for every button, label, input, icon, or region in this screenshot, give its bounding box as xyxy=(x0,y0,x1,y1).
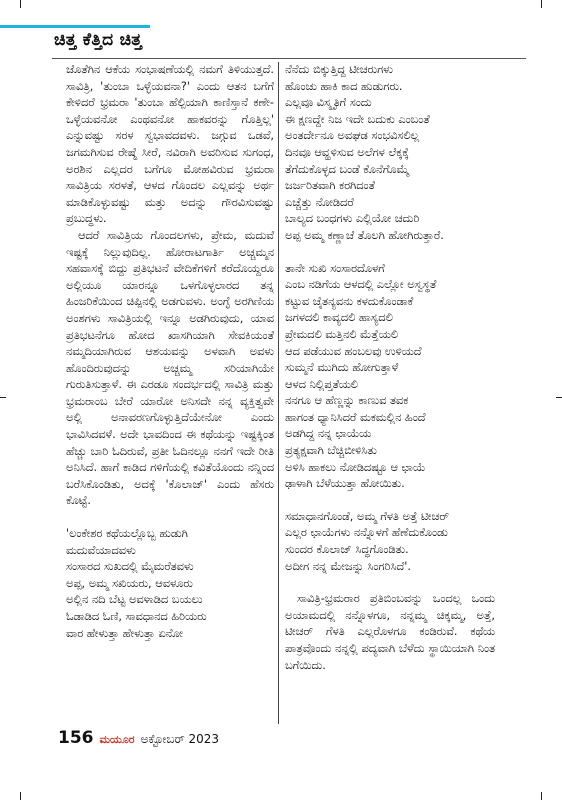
body-paragraph-2: ಆದರೆ ಸಾವಿತ್ರಿಯ ಗೊಂದಲಗಳು, ಪ್ರೇಮ, ಮದುವೆ ಇಷ್ಟಕ್ಕೆ ನಿಲ್ಲುವುದಿಲ್ಲ. ಹೋರಾಟಗಾರ್ತಿ ಅಚ್ಚಮ್ಮನ ಸಹವಾಸಕ್ಕೆ ಬಿದ್ದು ಪ್ರತಿಭಟನೆ ವೇದಿಕೆಗಳಿಗೆ ಕರೆದೊಯ್ದರೂ ಅಲ್ಲಿಯೂ ಯಾರನ್ನೂ ಒಳಗೊಳ್ಳಲಾರದ ತನ್ನ ಹಿಂಜರಿಕೆಯಿಂದ ಚಿಪ್ಪಿನಲ್ಲಿ ಅಡಗುವಳು. ಅಂಗ್ಳೆ ಅರಗಿಣಿಯ ಅಂಶಗಳು ಸಾವಿತ್ರಿಯಲ್ಲಿ ಇನ್ನೂ ಅಡಗಿರುವುದು, ಯಾವ ಪ್ರತಿಭಟನೆಗೂ ಹೋದ ಖಾಸಗಿಯಾಗಿ ಸೇವಕಿಯಂತೆ ನಮ್ಮದಿಯಾಗಿರುವ ಆಶಯವನ್ನು ಅಳವಾಗಿ ಅವಳು ಹೊಂದಿರುವುದನ್ನು ಅಚ್ಚಮ್ಮ ಸರಿಯಾಗಿಯೇ ಗುರುತಿಸುತ್ತಾಳೆ. ಈ ಎರಡೂ ಸಂದರ್ಭದಲ್ಲಿ ಸಾವಿತ್ರಿ ಮತ್ತು ಭ್ರಮರಾಂಬ ಬೇರೆ ಯಾರೋ ಅನಿಸದೇ ನನ್ನ ವ್ಯಕ್ತಿತ್ವವೇ ಅಲ್ಲಿ ಅನಾವರಣಗೊಳ್ಳುತ್ತಿದೆಯೇನೋ ಎಂದು ಭಾವಿಸಿದವಳೆ. ಅದೇ ಭಾವದಿಂದ ಈ ಕಥೆಯನ್ನು ಇಷ್ಟಕ್ಕಿಂತ ಹೆಚ್ಚು ಬಾರಿ ಓದಿರುವೆ, ಪ್ರತೀ ಓದಿನಲ್ಲೂ ನನಗೆ ಇದೇ ರೀತಿ ಅನಿಸಿದೆ. ಹಾಗೆ ಕಾಡಿದ ಗಳಿಗೆಯಲ್ಲಿ ಕವಿತೆಯೊಂದು ನನ್ನಿಂದ ಬರೆಸಿಕೊಂಡಿತು, ಅದಕ್ಕೆ 'ಕೊಲಾಜ್' ಎಂದು ಹೆಸರು ಕೊಟ್ಟೆ. xyxy=(66,228,274,508)
poem-line: ಎಲ್ಲರ ಛಾಯೆಗಳು ನನ್ನೊಳಗೆ ಹೆಣೆದುಕೊಂಡು xyxy=(285,526,448,540)
poem-line: 'ಲಂಕೇಶರ ಕಥೆಯಲ್ಲೊಬ್ಬ ಹುಡುಗಿ xyxy=(66,527,188,541)
poem-line: ತೆಗೆದುಕೊಳ್ಳದ ಬಂಡೆ ಕೊನೆಗೊಮ್ಮೆ xyxy=(285,162,410,176)
poem-line: ವಾರ ಹೇಳುತ್ತಾ ಹೇಳುತ್ತಾ ಏನೋ xyxy=(66,626,183,640)
poem-line: ಎಂಬ ನಡಿಗೆಯ ಆಳದಲ್ಲಿ ಎಲ್ಲೋ ಅಸ್ವಸ್ಥತೆ xyxy=(285,278,437,292)
poem-line: ನನಗೂ ಆ ಹೆಣ್ಣನ್ನು ಕಾಣುವ ತವಕ xyxy=(285,394,409,408)
poem-line: ಅಂತರ್ದೇನೂ ಅವಘಡ ಸಂಭವಿಸಲಿಲ್ಲ xyxy=(285,129,420,143)
poem-line: ಓಡಾಡಿದ ಓಣಿ, ಸಾವಧಾನದ ಹಿರಿಯರು xyxy=(66,610,207,623)
poem-line: ಅದೀಗ ನನ್ನ ಮೇಜನ್ನು ಸಿಂಗರಿಸಿದೆ'. xyxy=(285,559,411,573)
poem-line: ಅಳಿಸಿ ಹಾಕಲು ನೋಡಿದಷ್ಟೂ ಆ ಛಾಯೆ xyxy=(285,460,426,474)
poem-line: ಜರ್ಜರಿತವಾಗಿ ಕರಗಿದಂತೆ xyxy=(285,179,375,193)
spacer xyxy=(285,245,495,261)
column-divider xyxy=(278,62,279,724)
accent-rule xyxy=(0,25,150,28)
poem-line: ಸುಮ್ಮನೆ ಮುಗಿದು ಹೋಗುತ್ತಾಳೆ xyxy=(285,361,399,375)
crop-mark-bottom-right xyxy=(541,792,542,800)
spacer xyxy=(66,510,274,526)
poem-line: ಅಡಗಿದ್ದ ನನ್ನ ಛಾಯೆಯ xyxy=(285,427,372,441)
issue-date: ಅಕ್ಟೋಬರ್ 2023 xyxy=(140,732,220,746)
poem-line: ಆದ ಪಡೆಯುವ ಹಂಬಲವು ಉಳಿಯದೆ xyxy=(285,344,422,358)
poem-line: ಮದುವೆಯಾದವಳು xyxy=(66,543,136,557)
poem-line: ಆಳದ ನಿಲ್ಲಿಪ್ತತೆಯಲಿ xyxy=(285,377,358,391)
title-underline xyxy=(52,58,526,59)
poem-line: ಅಪ್ಪ ಅಮ್ಮ ಕಣ್ಣಾಚೆ ತೊಲಗಿ ಹೋಗಿರುತ್ತಾರೆ. xyxy=(285,228,444,242)
poem-line: ಎಚ್ಚೆತ್ತು ನೋಡಿದರೆ xyxy=(285,195,354,209)
crop-mark-side-right xyxy=(556,397,562,398)
closing-paragraph: ಸಾವಿತ್ರಿ-ಭ್ರಮರಾರ ಪ್ರತಿಬಿಂಬವನ್ನು ಒಂದಲ್ಲ ಒಂದು ಅಯಾಮದಲ್ಲಿ ನನ್ನೊಳಗೂ, ನನ್ನಮ್ಮ ಚಿಕ್ಕಮ್ಮ, ಅತ್ತೆ, ಟೀಚರ್ ಗೆಳತಿ ಎಲ್ಲರೊಳಗೂ ಕಂಡಿರುವೆ. ಕಥೆಯ ಪಾತ್ರವೊಂದು ನನ್ನಲ್ಲಿ ಪದ್ಯವಾಗಿ ಬೆಳೆದು ಸ್ಥಾಯಿಯಾಗಿ ನಿಂತ ಬಗೆಯಿದು. xyxy=(285,592,495,672)
poem-line: ಎಲ್ಲವೂ ವಿಸ್ಮೃತಿಗೆ ಸಂದು xyxy=(285,96,372,110)
poem-line: ನೆನೆದು ಬಿಕ್ಕುತ್ತಿದ್ದ ಟೀಚರುಗಳು xyxy=(285,63,393,76)
poem-line: ಹೊಂಚು ಹಾಕಿ ಕಾದ ಹುಡುಗರು. xyxy=(285,79,403,93)
crop-mark-bottom-left xyxy=(20,792,21,800)
poem-line: ತಾನೇ ಸುಖಿ ಸಂಸಾರದೊಳಗೆ xyxy=(285,261,385,275)
poem-line: ಜಗಳದಲಿ ಕಾವ್ಯದಲಿ ಹಾಸ್ಯದಲಿ xyxy=(285,311,393,325)
poem-line: ಈ ಕ್ಷಣದ್ದೇ ನಿಜ ಇದೇ ಬದುಕು ಎಂಬಂತೆ xyxy=(285,112,430,126)
body-paragraph-1: ಜೊತೆಗಿನ ಆಕೆಯ ಸಂಭಾಷಣೆಯಲ್ಲಿ ನಮಗೆ ತಿಳಿಯುತ್ತದೆ. ಸಾವಿತ್ರಿ, 'ತುಂಬಾ ಒಳ್ಳೆಯವನಾ?' ಎಂದು ಆತನ ಬಗೆಗೆ ಕೇಳಿದರೆ ಭ್ರಮರಾ 'ತುಂಬಾ ಹೆಲ್ಪಿಯಾಗಿ ಕಾಣಿಸ್ತಾನೆ ಕಣೇ- ಒಳ್ಳೆಯವನೋ ಎಂಥವನೋ ಹಾಕವರನ್ನು ಗೊತ್ತಿಲ್ಲ' ಎನ್ನುವಷ್ಟು ಸರಳ ಸ್ವಭಾವದವಳು. ಜಗ್ಗುವ ಒಡವೆ, ಜಗಮಗಿಸುವ ರೇಷ್ಮೆ ಸೀರೆ, ನವಿರಾಗಿ ಅವರಿಸುವ ಸುಗಂಧ, ಅರಶಿನ ಎಲ್ಲದರ ಬಗೆಗೂ ಮೋಹವಿರುವ ಭ್ರಮರಾ ಸಾವಿತ್ರಿಯ ಸರಳತೆ, ಆಳದ ಗೊಂದಲ ಎಲ್ಲವನ್ನು ಅರ್ಥ ಮಾಡಿಕೊಳ್ಳುವಷ್ಟು ಮತ್ತು ಅದನ್ನು ಗೌರವಿಸುವಷ್ಟು ಪ್ರಬುದ್ಧಳು. xyxy=(66,63,274,226)
poem-line: ಸಮಾಧಾನಗೊಂಡೆ, ಅಮ್ಮ ಗೆಳತಿ ಅತ್ತೆ ಟೀಚರ್ xyxy=(285,509,449,523)
magazine-logo: ಮಯೂರ xyxy=(99,733,135,746)
right-column xyxy=(285,62,495,674)
poem-line: ಸಂಸಾರದ ಸುಖದಲ್ಲಿ ಮೈಮರೆತವಳು xyxy=(66,560,194,574)
poem-line: ಹಾಗಂತ ಧ್ಯಾನಿಸಿದರೆ ಮಕಮಲ್ಲಿನ ಹಿಂದೆ xyxy=(285,410,426,424)
poem-line: ಪ್ರೇಮದಲಿ ಮತ್ತಿನಲಿ ಮೆತ್ತೆಯಲಿ xyxy=(285,327,398,341)
poem-line: ಢಾಳಾಗಿ ಬೆಳೆಯುತ್ತಾ ಹೋಯಿತು. xyxy=(285,477,405,491)
poem-line: ಸುಂದರ ಕೊಲಾಜ್ ಸಿದ್ಧಗೊಂಡಿತು. xyxy=(285,543,409,557)
page-number: 156 xyxy=(58,728,94,748)
spacer xyxy=(285,493,495,509)
poem-line: ಕಟ್ಟುವ ಚೈತನ್ಯವನು ಕಳದುಕೊಂಡಾಕೆ xyxy=(285,294,414,308)
spacer xyxy=(285,575,495,591)
crop-mark-top-left xyxy=(20,0,21,8)
poem-line: ಅಪ್ಪ, ಅಮ್ಮ ಸಖಿಯರು, ಆವಳೂರು xyxy=(66,576,193,590)
page-footer xyxy=(58,728,219,748)
crop-mark-top-right xyxy=(541,0,542,8)
left-column xyxy=(66,62,274,642)
section-title: ಚಿತ್ತ ಕೆತ್ತಿದ ಚಿತ್ತ xyxy=(54,30,143,50)
poem-line: ಪ್ರತ್ಯಕ್ಷವಾಗಿ ಬೆಚ್ಚಿಬೀಳಿಸಿತು xyxy=(285,444,377,458)
poem-line: ಅಲ್ಲಿನ ನದಿ ಬೆಟ್ಟ ಅವಳಾಡಿದ ಬಯಲು xyxy=(66,593,203,607)
crop-mark-side-left xyxy=(0,397,6,398)
poem-line: ಬಾಲ್ಯದ ಬಂಧಗಳು ಎಲ್ಲಿಯೋ ಚದುರಿ xyxy=(285,212,420,226)
poem-line: ದಿನವೂ ಆವ್ಹಳಿಸುವ ಅಲೆಗಳ ಲೆಕ್ಕಕ್ಕೆ xyxy=(285,145,409,159)
